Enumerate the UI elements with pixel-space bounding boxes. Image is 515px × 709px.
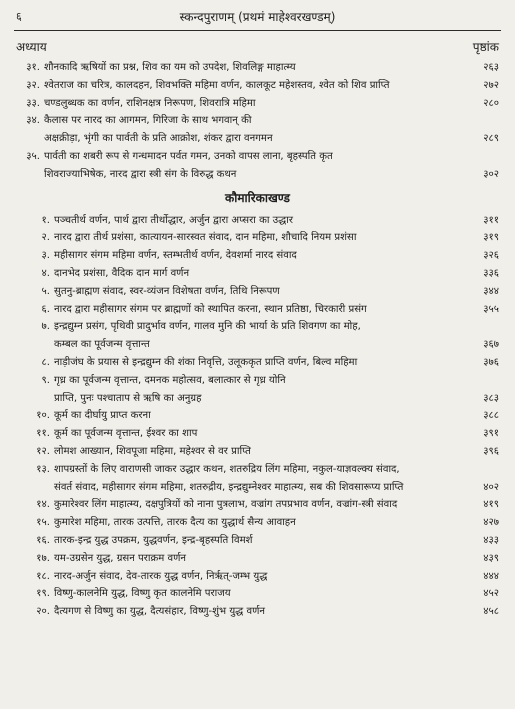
entry-line <box>12 212 447 230</box>
chapter-title-text: कम्बल का पूर्वजन्म वृत्तान्त <box>54 339 150 351</box>
toc-entry <box>12 148 503 184</box>
chapter-number: १. <box>41 214 50 226</box>
toc-entry <box>12 283 503 301</box>
entry-line <box>12 112 447 130</box>
chapter-number: ३३. <box>26 97 40 109</box>
chapter-number: ७. <box>41 321 50 333</box>
toc-entry <box>12 354 503 372</box>
chapter-title-text: कूर्म का दीर्घायु प्राप्त करना <box>54 410 151 422</box>
entry-line <box>12 301 447 319</box>
page-ref: ४३९ <box>483 552 499 564</box>
toc-entry <box>12 461 503 497</box>
chapter-number: ३. <box>41 250 50 262</box>
section-title: कौमारिकाखण्ड <box>225 190 290 205</box>
chapter-title-text: यम-उग्रसेन युद्ध, ग्रसन पराक्रम वर्णन <box>54 552 187 564</box>
toc-entry <box>12 95 503 113</box>
page-ref: ३१९ <box>483 232 499 244</box>
column-headings <box>12 35 503 57</box>
chapter-number: १७. <box>36 552 50 564</box>
toc-entry <box>12 318 503 354</box>
chapter-title-text: विष्णु-कालनेमि युद्ध, विष्णु कृत कालनेमि पराजय <box>54 588 231 600</box>
chapter-title-text: प्राप्ति, पुनः पश्चाताप से ऋषि का अनुग्रह <box>54 392 202 404</box>
page-ref: ३०२ <box>483 168 499 180</box>
chapter-title-text: शौनकादि ऋषियों का प्रश्न, शिव का यम को उपदेश, शिवलिङ्ग माहात्म्य <box>44 62 296 73</box>
chapter-title-text: इन्द्रद्युम्न प्रसंग, पृथिवी प्रादुर्भाव वर्णन, गालव मुनि की भार्या के प्रति शिवगण का मोह, <box>54 321 361 333</box>
toc-entry <box>12 550 503 568</box>
chapter-title-text: श्वेतराज का चरित्र, कालदहन, शिवभक्ति महिमा वर्णन, कालकूट महेशस्तव, श्वेत को शिव प्राप्ति <box>44 79 390 91</box>
entry-line <box>12 496 447 514</box>
page-ref: ३२६ <box>483 250 499 262</box>
page-ref: ३८३ <box>483 392 499 404</box>
entry-line <box>12 585 447 603</box>
chapter-list-top <box>12 59 503 184</box>
chapter-title-text: पञ्चतीर्थ वर्णन, पार्थ द्वारा तीर्थोद्धार, अर्जुन द्वारा अप्सरा का उद्धार <box>54 214 293 226</box>
chapter-number: १६. <box>36 534 50 546</box>
entry-line <box>12 130 447 148</box>
page-ref: ४५२ <box>483 588 499 600</box>
toc-entry <box>12 443 503 461</box>
chapter-number: २. <box>41 232 50 244</box>
chapter-number: ५. <box>41 285 50 297</box>
toc-entry <box>12 407 503 425</box>
page-ref: ३८८ <box>483 410 499 422</box>
page-ref: २७२ <box>483 79 499 91</box>
chapter-title-text: गृध्र का पूर्वजन्म वृत्तान्त, दमनक महोत्सव, बलात्कार से गृध्र योनि <box>54 374 286 386</box>
entry-line <box>12 532 447 550</box>
entry-line <box>12 514 447 532</box>
chapter-number: ६. <box>41 303 50 315</box>
chapter-list-section <box>12 212 503 621</box>
toc-entry <box>12 532 503 550</box>
page-ref: ४०२ <box>483 481 499 493</box>
entry-line <box>12 247 447 265</box>
chapter-column-heading: अध्याय <box>16 40 47 54</box>
entry-line <box>12 479 447 497</box>
chapter-title-text: नाड़ीजंघ के प्रयास से इन्द्रद्युम्न की शंका निवृत्ति, उलूककृत प्राप्ति वर्णन, बिल्व महिमा <box>54 356 358 368</box>
chapter-number: २०. <box>36 606 50 618</box>
chapter-number: ३५. <box>26 150 40 162</box>
toc-entry <box>12 247 503 265</box>
chapter-title-text: लोमश आख्यान, शिवपूजा महिमा, महेश्वर से वर प्राप्ति <box>54 445 251 457</box>
chapter-number: ८. <box>41 356 50 368</box>
chapter-number: ११. <box>36 428 50 440</box>
chapter-title-text: संवर्त संवाद, महीसागर संगम महिमा, शतरुद्रीय, इन्द्रद्युम्नेश्वर माहात्म्य, सब की शिवसारूप्य प्राप्ति <box>54 481 404 493</box>
chapter-title-text: कूर्म का पूर्वजन्म वृत्तान्त, ईश्वर का शाप <box>54 428 198 440</box>
toc-entry <box>12 59 503 77</box>
page-ref: ३७६ <box>483 356 499 368</box>
entry-line <box>12 265 447 283</box>
entry-line <box>12 318 447 336</box>
entry-line <box>12 407 447 425</box>
toc-entry <box>12 514 503 532</box>
chapter-number: ३१. <box>26 62 40 73</box>
chapter-number: १२. <box>36 445 50 457</box>
entry-line <box>12 443 447 461</box>
toc-entry <box>12 372 503 408</box>
entry-line <box>12 283 447 301</box>
chapter-number: ४. <box>41 267 50 279</box>
entry-line <box>12 95 447 113</box>
page-ref: ३३६ <box>483 267 499 279</box>
entry-line <box>12 568 447 586</box>
chapter-number: १०. <box>36 410 50 422</box>
chapter-number: ३२. <box>26 79 40 91</box>
chapter-title-text: पार्वती का शबरी रूप से गन्धमादन पर्वत गमन, उनको वापस लाना, बृहस्पति कृत <box>44 150 333 162</box>
entry-line <box>12 603 447 621</box>
page-ref: ३९१ <box>483 428 499 440</box>
page-ref: ४३३ <box>483 534 499 546</box>
header-rule <box>14 30 501 31</box>
chapter-number: ९. <box>41 374 50 386</box>
entry-line <box>12 425 447 443</box>
page-ref: ३९६ <box>483 445 499 457</box>
entry-line <box>12 336 447 354</box>
page-ref: ३४४ <box>483 285 499 297</box>
toc-entry <box>12 212 503 230</box>
chapter-number: १५. <box>36 517 50 529</box>
toc-entry <box>12 265 503 283</box>
page-header <box>12 8 503 30</box>
page-ref: ४२७ <box>483 517 499 529</box>
page-ref: ४४४ <box>483 570 499 582</box>
toc-entry <box>12 568 503 586</box>
entry-line <box>12 229 447 247</box>
chapter-title-text: नारद द्वारा महीसागर संगम पर ब्राह्मणों को स्थापित करना, स्थान प्रतिष्ठा, चिरकारी प्रसंग <box>54 303 367 315</box>
toc-entry <box>12 425 503 443</box>
chapter-title-text: नारद-अर्जुन संवाद, देव-तारक युद्ध वर्णन, निर्ऋत्-जम्भ युद्ध <box>54 570 268 582</box>
chapter-number: १४. <box>36 499 50 511</box>
entry-line <box>12 390 447 408</box>
toc-entry <box>12 585 503 603</box>
chapter-title-text: अक्षक्रीड़ा, भृंगी का पार्वती के प्रति आक्रोश, शंकर द्वारा वनगमन <box>44 133 273 145</box>
entry-line <box>12 372 447 390</box>
page-ref: ४१९ <box>483 499 499 511</box>
page-column-heading: पृष्ठांक <box>472 40 499 54</box>
running-title: स्कन्दपुराणम् (प्रथमं माहेश्वरखण्डम्) <box>179 10 336 24</box>
entry-line <box>12 461 447 479</box>
page-ref: ४५८ <box>483 606 499 618</box>
chapter-title-text: नारद द्वारा तीर्थ प्रशंसा, कात्यायन-सारस्वत संवाद, दान महिमा, शौचादि नियम प्रशंसा <box>54 232 357 244</box>
toc-entry <box>12 77 503 95</box>
entry-line <box>12 148 447 166</box>
chapter-title-text: कुमारेश महिमा, तारक उत्पत्ति, तारक दैत्य का युद्धार्थ सैन्य आवाहन <box>54 517 296 529</box>
page-ref: ३५५ <box>483 303 499 315</box>
chapter-title-text: शिवराज्याभिषेक, नारद द्वारा स्त्री संग के विरुद्ध कथन <box>44 168 237 180</box>
chapter-title-text: दैत्यगण से विष्णु का युद्ध, दैत्यसंहार, विष्णु-शुंभ युद्ध वर्णन <box>54 606 265 618</box>
page-ref: ३११ <box>483 214 499 226</box>
entry-line <box>12 550 447 568</box>
page-ref: २८९ <box>483 133 499 145</box>
chapter-title-text: महीसागर संगम महिमा वर्णन, स्तम्भतीर्थ वर्णन, देवशर्मा नारद संवाद <box>54 250 297 262</box>
chapter-title-text: सुतनु-ब्राह्मण संवाद, स्वर-व्यंजन विशेषता वर्णन, तिथि निरूपण <box>54 285 280 297</box>
chapter-title-text: तारक-इन्द्र युद्ध उपक्रम, युद्धवर्णन, इन्द्र-बृहस्पति विमर्श <box>54 534 253 546</box>
chapter-number: १८. <box>36 570 50 582</box>
toc-entry <box>12 112 503 148</box>
entry-line <box>12 354 447 372</box>
chapter-title-text: चण्डलुब्धक का वर्णन, राशिनक्षत्र निरूपण, शिवरात्रि महिमा <box>44 97 256 109</box>
page-ref: २८० <box>483 97 499 109</box>
chapter-number: १३. <box>36 463 50 475</box>
entry-line <box>12 59 447 77</box>
page-number: ६ <box>16 10 22 23</box>
toc-entry <box>12 301 503 319</box>
chapter-title-text: कुमारेश्वर लिंग माहात्म्य, दक्षपुत्रियों को नाना पुत्रलाभ, वज्रांग तपप्रभाव वर्णन, वज्रांग-स्त्री संवाद <box>54 499 398 511</box>
entry-line <box>12 77 447 95</box>
chapter-title-text: शापग्रस्तों के लिए वाराणसी जाकर उद्धार कथन, शतरुद्रिय लिंग महिमा, नकुल-याज्ञवल्क्य संवाद, <box>54 463 400 475</box>
chapter-title-text: दानभेद प्रशंसा, वैदिक दान मार्ग वर्णन <box>54 267 190 279</box>
toc-entry <box>12 229 503 247</box>
entry-line <box>12 166 447 184</box>
chapter-number: ३४. <box>26 115 40 127</box>
chapter-number: १९. <box>36 588 50 600</box>
toc-entry <box>12 496 503 514</box>
page-ref: ३६७ <box>483 339 499 351</box>
page-ref: २६३ <box>483 62 499 73</box>
chapter-title-text: कैलास पर नारद का आगमन, गिरिजा के साथ भगवान् की <box>44 115 252 127</box>
toc-entry <box>12 603 503 621</box>
